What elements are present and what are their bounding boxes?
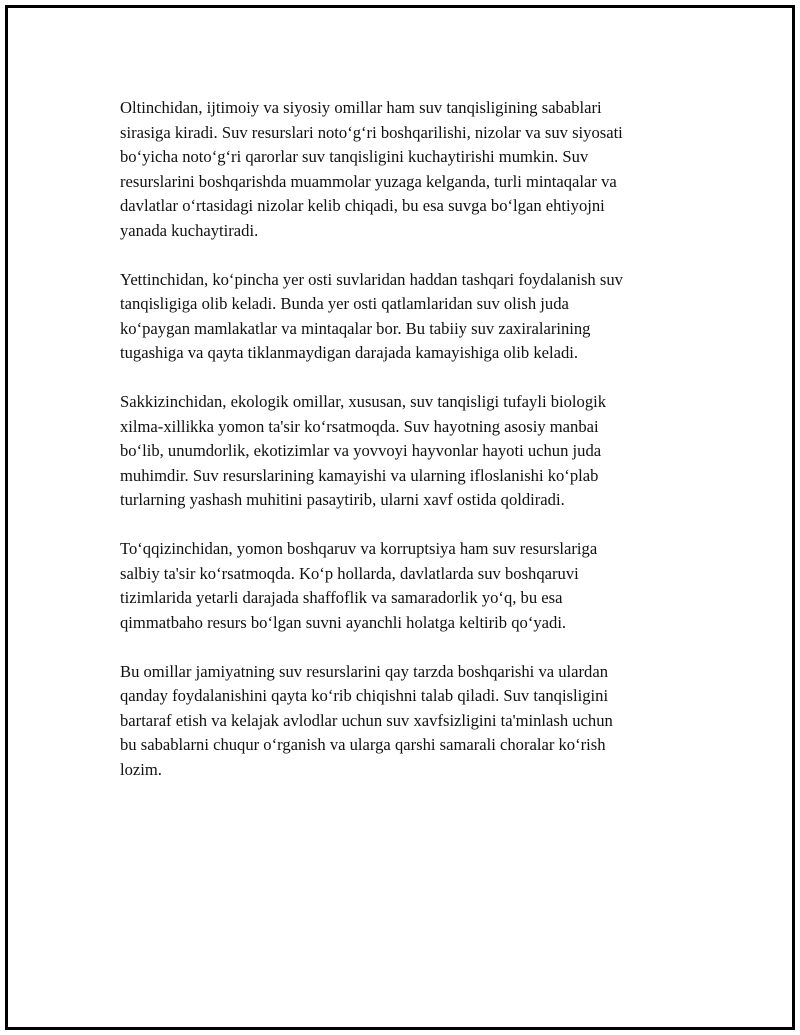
paragraph-sakkizinchidan: Sakkizinchidan, ekologik omillar, xususan, suv tanqisligi tufayli biologik xilma-xillikka yomon ta'sir ko‘rsatmoqda. Suv hayotning asosiy manbai bo‘lib, unumdorlik, ekotizimlar va yovvoyi hayvonlar hayoti uchun juda muhimdir. Suv resurslarining kamayishi va ularning ifloslanishi ko‘plab turlarning yashash muhitini pasaytirib, ularni xavf ostida qoldiradi. xyxy=(120,392,607,509)
paragraph-conclusion: Bu omillar jamiyatning suv resurslarini qay tarzda boshqarishi va ulardan qanday foydalanishini qayta ko‘rib chiqishni talab qiladi. Suv tanqisligini bartaraf etish va kelajak avlodlar uchun suv xavfsizligini ta'minlash uchun bu sabablarni chuqur o‘rganish va ularga qarshi samarali choralar ko‘rish lozim. xyxy=(120,661,613,779)
document-body xyxy=(120,96,688,807)
paragraph-yettinchidan: Yettinchidan, ko‘pincha yer osti suvlaridan haddan tashqari foydalanish suv tanqisligiga olib keladi. Bunda yer osti qatlamlaridan suv olish juda ko‘paygan mamlakatlar va mintaqalar bor. Bu tabiiy suv zaxiralarining tugashiga va qayta tiklanmaydigan darajada kamayishiga olib keladi. xyxy=(120,269,623,362)
page-frame xyxy=(5,5,795,1030)
paragraph-oltinchidan: Oltinchidan, ijtimoiy va siyosiy omillar ham suv tanqisligining sabablari sirasiga kiradi. Suv resurslari noto‘g‘ri boshqarilishi, nizolar va suv siyosati bo‘yicha noto‘g‘ri qarorlar suv tanqisligini kuchaytirishi mumkin. Suv resurslarini boshqarishda muammolar yuzaga kelganda, turli mintaqalar va davlatlar o‘rtasidagi nizolar kelib chiqadi, bu esa suvga bo‘lgan ehtiyojni yanada kuchaytiradi. xyxy=(120,98,623,240)
paragraph-toqqizinchidan: To‘qqizinchidan, yomon boshqaruv va korruptsiya ham suv resurslariga salbiy ta'sir ko‘rsatmoqda. Ko‘p hollarda, davlatlarda suv boshqaruvi tizimlarida yetarli darajada shaffoflik va samaradorlik yo‘q, bu esa qimmatbaho resurs bo‘lgan suvni ayanchli holatga keltirib qo‘yadi. xyxy=(120,539,598,632)
